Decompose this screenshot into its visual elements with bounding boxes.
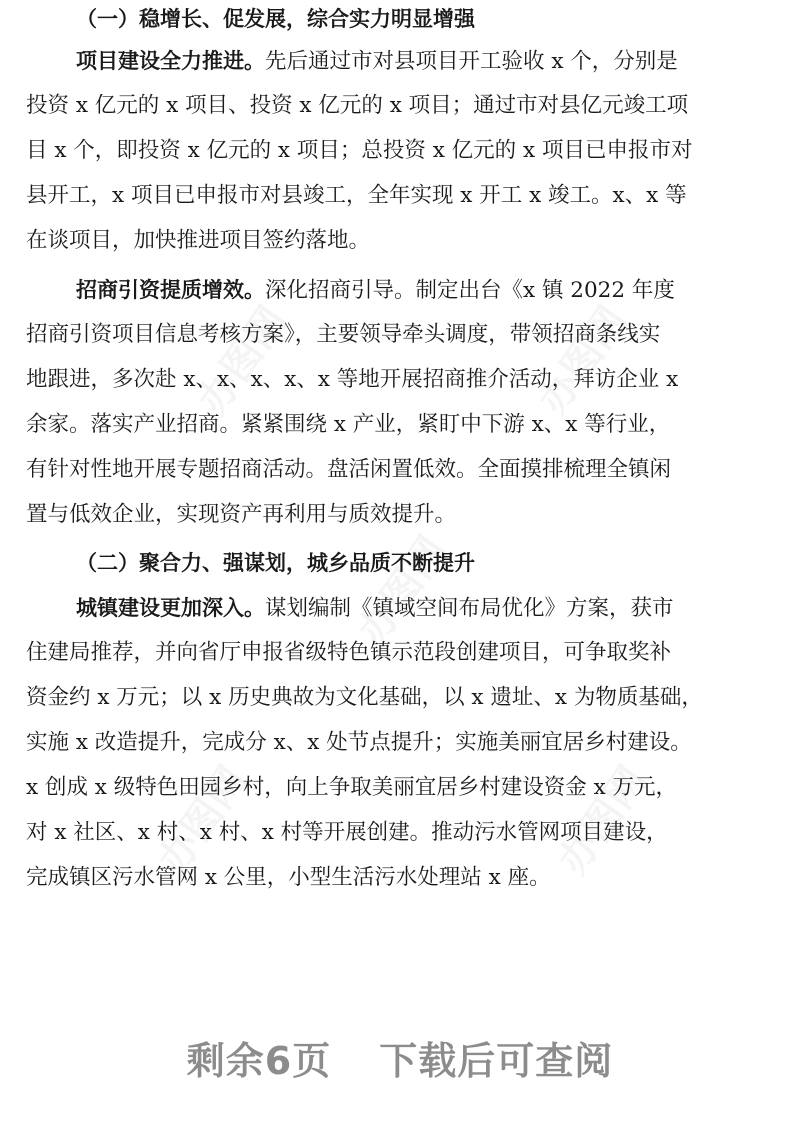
paragraph-line: 余家。落实产业招商。紧紧围绕 x 产业，紧盯中下游 x、x 等行业， <box>26 412 671 437</box>
paragraph-line: 招商引资项目信息考核方案》，主要领导牵头调度，带领招商条线实 <box>26 322 661 347</box>
paragraph-line: 在谈项目，加快推进项目签约落地。 <box>26 228 371 253</box>
section2-heading: （二）聚合力、强谋划，城乡品质不断提升 <box>76 551 475 575</box>
watermark: 办图网 <box>529 298 637 423</box>
paragraph-line: x 创成 x 级特色田园乡村，向上争取美丽宜居乡村建设资金 x 万元， <box>26 775 678 800</box>
download-to-view-text: 下载后可查阅 <box>379 1039 614 1083</box>
paragraph-line: 县开工，x 项目已申报市对县竣工，全年实现 x 开工 x 竣工。x、x 等 <box>26 183 687 208</box>
watermark: 办图网 <box>349 528 457 653</box>
paragraph-line: 资金约 x 万元；以 x 历史典故为文化基础，以 x 遗址、x 为物质基础， <box>26 685 703 710</box>
paragraph-line: 地跟进，多次赴 x、x、x、x、x 等地开展招商推介活动，拜访企业 x <box>26 367 679 392</box>
paragraph-lead: 项目建设全力推进。 <box>76 49 265 73</box>
watermark: 办图网 <box>189 298 297 423</box>
paragraph-line <box>26 275 675 306</box>
paragraph-line <box>26 593 674 624</box>
paragraph-line: 置与低效企业，实现资产再利用与质效提升。 <box>26 502 457 527</box>
paragraph-text: 先后通过市对县项目开工验收 x 个，分别是 <box>265 49 678 74</box>
download-prompt[interactable] <box>0 1030 800 1085</box>
paragraph-lead: 城镇建设更加深入。 <box>76 596 265 620</box>
paragraph-line: 实施 x 改造提升，完成分 x、x 处节点提升；实施美丽宜居乡村建设。 <box>26 730 692 755</box>
watermark: 办图网 <box>549 758 657 883</box>
paragraph-line: 对 x 社区、x 村、x 村、x 村等开展创建。推动污水管网项目建设， <box>26 820 668 845</box>
paragraph-line: 目 x 个，即投资 x 亿元的 x 项目；总投资 x 亿元的 x 项目已申报市对 <box>26 138 693 163</box>
paragraph-line: 投资 x 亿元的 x 项目、投资 x 亿元的 x 项目；通过市对县亿元竣工项 <box>26 93 689 118</box>
watermark: 办图网 <box>149 758 257 883</box>
paragraph-line: 有针对性地开展专题招商活动。盘活闲置低效。全面摸排梳理全镇闲 <box>26 457 672 482</box>
section1-heading: （一）稳增长、促发展，综合实力明显增强 <box>76 7 475 31</box>
paragraph-text: 谋划编制《镇域空间布局优化》方案，获市 <box>265 596 674 621</box>
paragraph-line: 住建局推荐，并向省厅申报省级特色镇示范段创建项目，可争取奖补 <box>26 640 672 665</box>
paragraph-line <box>26 46 678 77</box>
paragraph-text: 深化招商引导。制定出台《x 镇 2022 年度 <box>265 278 675 303</box>
remaining-pages-text: 剩余6页 <box>186 1039 332 1083</box>
paragraph-line: 完成镇区污水管网 x 公里，小型生活污水处理站 x 座。 <box>26 865 551 890</box>
paragraph-lead: 招商引资提质增效。 <box>76 278 265 302</box>
